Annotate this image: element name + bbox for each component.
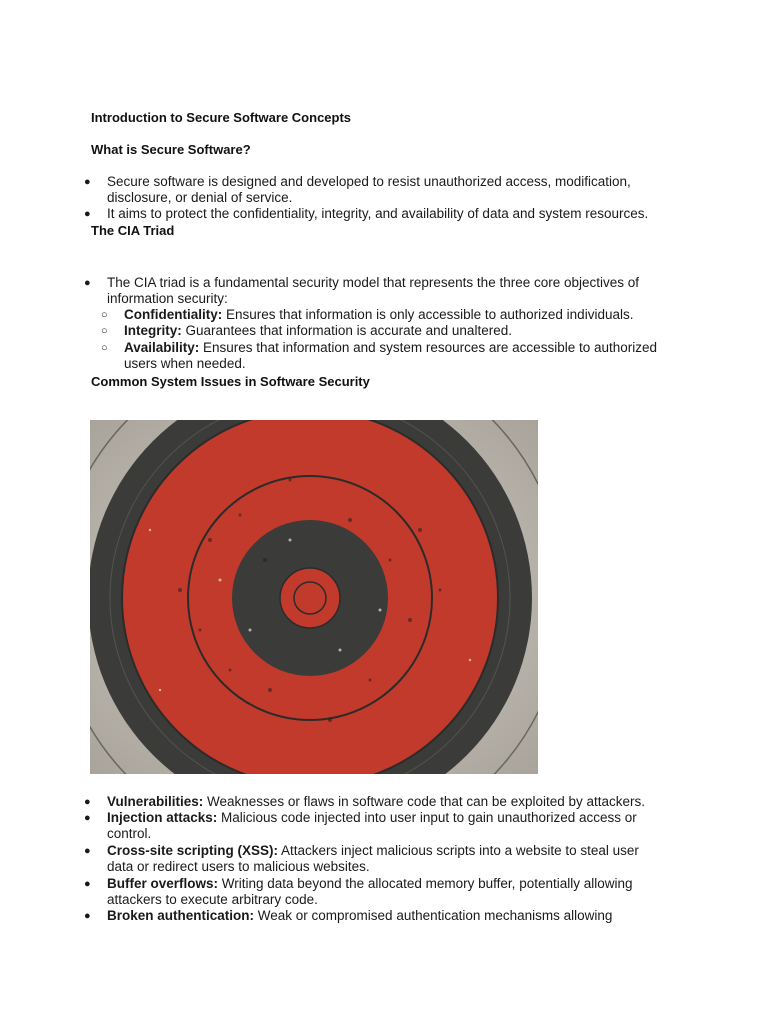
list-item-text: information security: (107, 291, 228, 307)
term-label: Confidentiality: (124, 307, 223, 322)
term-text: Ensures that information is only accessible to authorized individuals. (222, 307, 634, 322)
target-image (90, 420, 538, 774)
bullet-icon: ● (84, 796, 91, 808)
term-label: Buffer overflows: (107, 876, 219, 891)
term-text: Weaknesses or flaws in software code that can be exploited by attackers. (203, 794, 646, 809)
circle-bullet-icon: ○ (101, 309, 108, 321)
term-text: Weak or compromised authentication mechanisms allowing (254, 908, 613, 923)
list-item-text: disclosure, or denial of service. (107, 190, 293, 206)
term-label: Injection attacks: (107, 810, 218, 825)
section-heading-cia-triad: The CIA Triad (91, 223, 175, 238)
term-text: Ensures that information and system resources are accessible to authorized (199, 340, 658, 355)
section-heading-common-issues: Common System Issues in Software Security (91, 374, 370, 389)
term-text: attackers to execute arbitrary code. (107, 892, 318, 908)
bullet-icon: ● (84, 812, 91, 824)
term-text: Guarantees that information is accurate and unaltered. (181, 323, 512, 338)
term-text: data or redirect users to malicious websites. (107, 859, 370, 875)
bullet-icon: ● (84, 878, 91, 890)
term-text: Malicious code injected into user input to gain unauthorized access or (217, 810, 637, 825)
bullet-icon: ● (84, 176, 91, 188)
term-text: control. (107, 826, 152, 842)
list-item-text: The CIA triad is a fundamental security model that represents the three core objectives of (107, 275, 640, 290)
list-item-text: Secure software is designed and developed to resist unauthorized access, modification, (107, 174, 631, 189)
term-label: Vulnerabilities: (107, 794, 204, 809)
document-title: Introduction to Secure Software Concepts (91, 110, 352, 125)
term-text: Writing data beyond the allocated memory buffer, potentially allowing (218, 876, 633, 891)
term-label: Availability: (124, 340, 200, 355)
circle-bullet-icon: ○ (101, 325, 108, 337)
term-label: Broken authentication: (107, 908, 255, 923)
bullet-icon: ● (84, 277, 91, 289)
term-label: Integrity: (124, 323, 182, 338)
term-text: users when needed. (124, 356, 246, 372)
bullet-icon: ● (84, 910, 91, 922)
bullet-icon: ● (84, 845, 91, 857)
bullet-icon: ● (84, 208, 91, 220)
section-heading-secure-software: What is Secure Software? (91, 142, 251, 157)
term-text: Attackers inject malicious scripts into a website to steal user (278, 843, 639, 858)
circle-bullet-icon: ○ (101, 342, 108, 354)
term-label: Cross-site scripting (XSS): (107, 843, 279, 858)
list-item-text: It aims to protect the confidentiality, integrity, and availability of data and system resources. (107, 206, 649, 221)
